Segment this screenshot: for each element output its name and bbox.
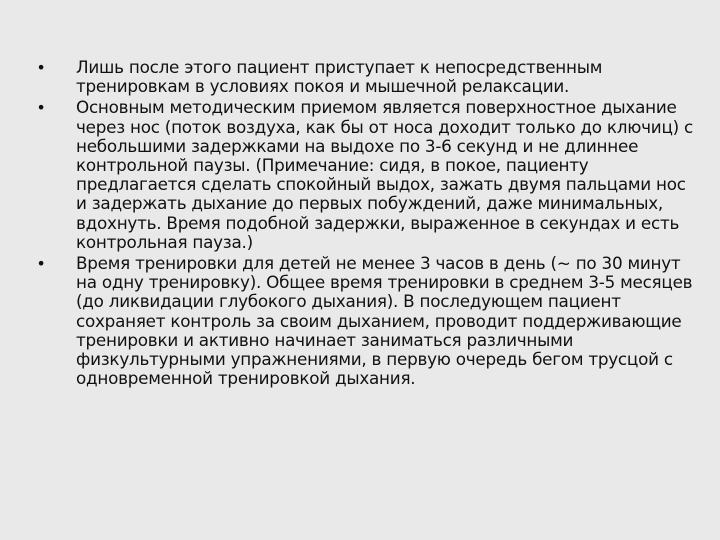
bullet-text-2: Основным методическим приемом является поверхностное дыхание через нос (поток воздуха, как бы от носа доходит только до ключиц) с небольшими задержками на выдохе по 3-6 секунд и не длиннее контрольной паузы. (Примечание: сидя, в покое, пациенту предлагается сделать спокойный выдох, зажать двумя пальцами нос и задержать дыхание до первых побуждений, даже минимальных, вдохнуть. Время подобной задержки, выраженное в секундах и есть контрольная пауза.)	[76, 97, 693, 252]
bullet-text-1: Лишь после этого пациент приступает к непосредственным тренировкам в условиях покоя и мышечной релаксации.	[76, 57, 603, 97]
bullet-icon: •	[36, 58, 46, 77]
bullet-icon: •	[36, 254, 46, 274]
bullet-item-1	[28, 58, 693, 96]
bullet-icon: •	[36, 98, 46, 118]
bullet-text-3: Время тренировки для детей не менее 3 часов в день (~ по 30 минут на одну тренировку). Общее время тренировки в среднем 3-5 месяцев (до ликвидации глубокого дыхания). В последующем пациент сохраняет контроль за своим дыханием, проводит поддерживающие тренировки и активно начинает заниматься различными физкультурными упражнениями, в первую очередь бегом трусцой с одновременной тренировкой дыхания.	[76, 253, 693, 389]
bullet-item-3	[28, 254, 693, 388]
slide-content	[28, 58, 693, 390]
bullet-list	[28, 58, 693, 388]
bullet-item-2	[28, 98, 693, 252]
